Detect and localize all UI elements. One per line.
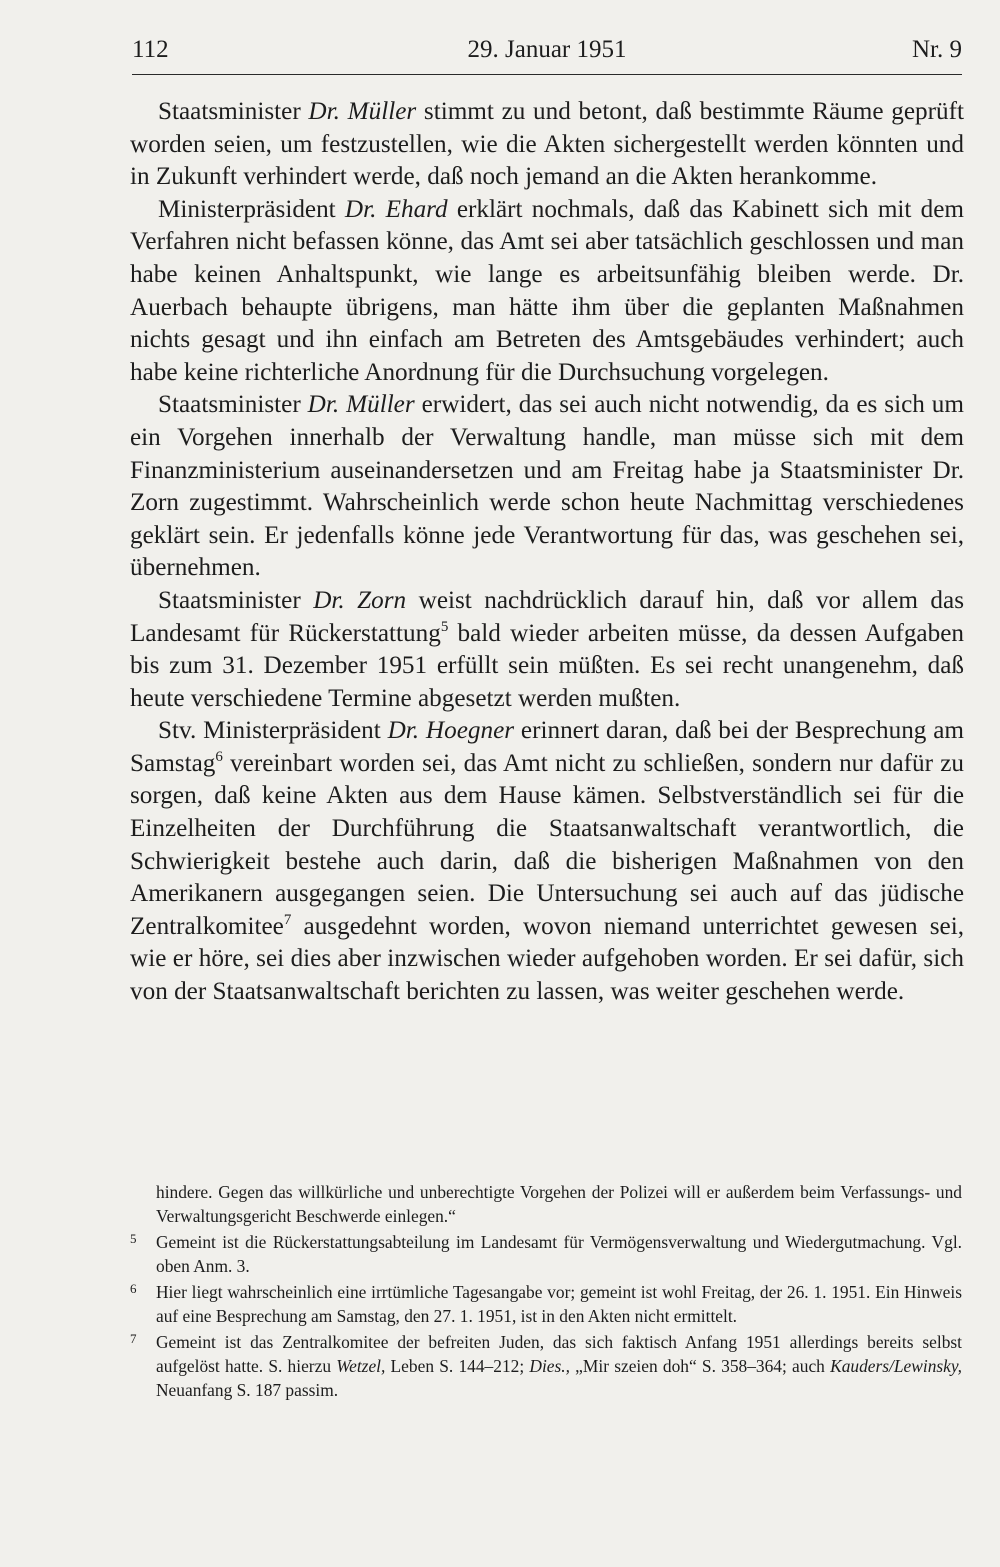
footnotes: [130, 1180, 962, 1404]
cited-author: Wetzel,: [336, 1356, 386, 1376]
paragraph-ehard: [130, 194, 964, 390]
footnote-text: Leben S. 144–212;: [385, 1356, 530, 1376]
speaker-name: Dr. Müller: [308, 98, 417, 125]
speaker-title: Ministerpräsident: [158, 195, 345, 223]
footnote-text: „Mir szeien doh“ S. 358–364; auch: [569, 1356, 831, 1376]
cited-author: Dies.,: [529, 1356, 570, 1376]
footnote-text: Neuanfang S. 187 passim.: [156, 1380, 339, 1400]
speaker-title: Stv. Ministerpräsident: [158, 717, 388, 745]
paragraph-text: erwidert, das sei auch nicht notwendig, da es sich um ein Vorgehen innerhalb der Verwaltung handle, man müsse sich mit dem Finanzministerium auseinandersetzen und am Freitag habe ja Staatsminister Dr. Zorn zugestimmt. Wahrscheinlich werde schon heute Nachmittag verschiedenes geklärt sein. Er jedenfalls könne jede Verantwortung für das, was geschehen sei, übernehmen.: [130, 391, 964, 582]
footnote-text: Gemeint ist das Zentralkomitee der befreiten Juden, das sich faktisch Anfang 1951 allerdings bereits selbst aufgelöst hatte. S. hierzu: [156, 1332, 962, 1376]
footnote-text: hindere. Gegen das willkürliche und unberechtigte Vorgehen der Polizei will er außerdem beim Verfassungs- und Verwaltungsgericht Beschwerde einlegen.“: [156, 1182, 962, 1226]
footnote-mark: 6: [130, 1281, 137, 1296]
footnote-ref[interactable]: 5: [440, 618, 449, 635]
cited-author: Kauders/Lewinsky,: [830, 1356, 962, 1376]
speaker-title: Staatsminister: [158, 98, 309, 125]
footnote-7: [130, 1330, 962, 1402]
paragraph-mueller-2: [130, 389, 964, 585]
speaker-name: Dr. Hoegner: [387, 717, 515, 745]
footnote-mark: 5: [130, 1231, 137, 1246]
footnote-text: Gemeint ist die Rückerstattungsabteilung im Landesamt für Vermögensverwaltung und Wiedergutmachung. Vgl. oben Anm. 3.: [156, 1232, 962, 1276]
main-text: [130, 96, 964, 1009]
speaker-title: Staatsminister: [158, 391, 308, 419]
paragraph-zorn: [130, 585, 964, 715]
page-number: 112: [132, 36, 169, 63]
paragraph-text: erinnert daran, daß bei der Besprechung am Samstag: [130, 717, 964, 777]
footnote-ref[interactable]: 6: [215, 748, 223, 765]
speaker-title: Staatsminister: [158, 586, 314, 614]
running-header: [132, 30, 962, 75]
footnote-6: [130, 1280, 962, 1328]
speaker-name: Dr. Müller: [307, 391, 415, 419]
paragraph-text: bald wieder arbeiten müsse, da dessen Aufgaben bis zum 31. Dezember 1951 erfüllt sein müßten. Es sei recht unangenehm, daß heute verschiedene Termine abgesetzt werden mußten.: [130, 619, 964, 712]
footnote-text: Hier liegt wahrscheinlich eine irrtümliche Tagesangabe vor; gemeint ist wohl Freitag, der 26. 1. 1951. Ein Hinweis auf eine Besprechung am Samstag, den 27. 1. 1951, ist in den Akten nicht ermittelt.: [156, 1282, 962, 1326]
paragraph-text: ausgedehnt worden, wovon niemand unterrichtet gewesen sei, wie er höre, sei dies aber inzwischen wieder aufgehoben worden. Er sei dafür, sich von der Staatsanwaltschaft berichten zu lassen, was weiter geschehen werde.: [130, 912, 964, 1006]
paragraph-text: stimmt zu und betont, daß bestimmte Räume geprüft worden seien, um festzustellen, wie die Akten sichergestellt werden könnten und in Zukunft verhindert werde, daß noch jemand an die Akten herankomme.: [130, 98, 964, 191]
paragraph-mueller-1: [130, 96, 964, 194]
speaker-name: Dr. Ehard: [344, 195, 448, 223]
footnote-5: [130, 1230, 962, 1278]
paragraph-text: weist nachdrücklich darauf hin, daß vor allem das Landesamt für Rückerstattung: [130, 586, 964, 647]
paragraph-text: vereinbart worden sei, das Amt nicht zu schließen, sondern nur dafür zu sorgen, daß keine Akten aus dem Hause kämen. Selbstverständlich sei für die Einzelheiten der Durchführung die Staatsanwaltschaft verantwortlich, die Schwierigkeit bestehe auch darin, daß die bisherigen Maßnahmen von den Amerikanern ausgegangen seien. Die Untersuchung sei auch auf das jüdische Zentralkomitee: [130, 749, 964, 940]
header-date: 29. Januar 1951: [467, 36, 627, 63]
footnote-mark: 7: [130, 1331, 137, 1346]
footnote-ref[interactable]: 7: [283, 911, 292, 928]
paragraph-hoegner: [130, 715, 964, 1008]
paragraph-text: erklärt nochmals, daß das Kabinett sich mit dem Verfahren nicht befassen könne, das Amt sei aber tatsächlich geschlossen und man habe keinen Anhaltspunkt, wie lange es arbeitsunfähig bleiben werde. Dr. Auerbach behaupte übrigens, man hätte ihm über die geplanten Maßnahmen nichts gesagt und ihn einfach am Betreten des Amtsgebäudes verhindert; auch habe keine richterliche Anordnung für die Durchsuchung vorgelegen.: [130, 195, 964, 386]
footnote-continuation: [130, 1180, 962, 1228]
header-issue-number: Nr. 9: [912, 36, 962, 63]
speaker-name: Dr. Zorn: [313, 586, 407, 614]
